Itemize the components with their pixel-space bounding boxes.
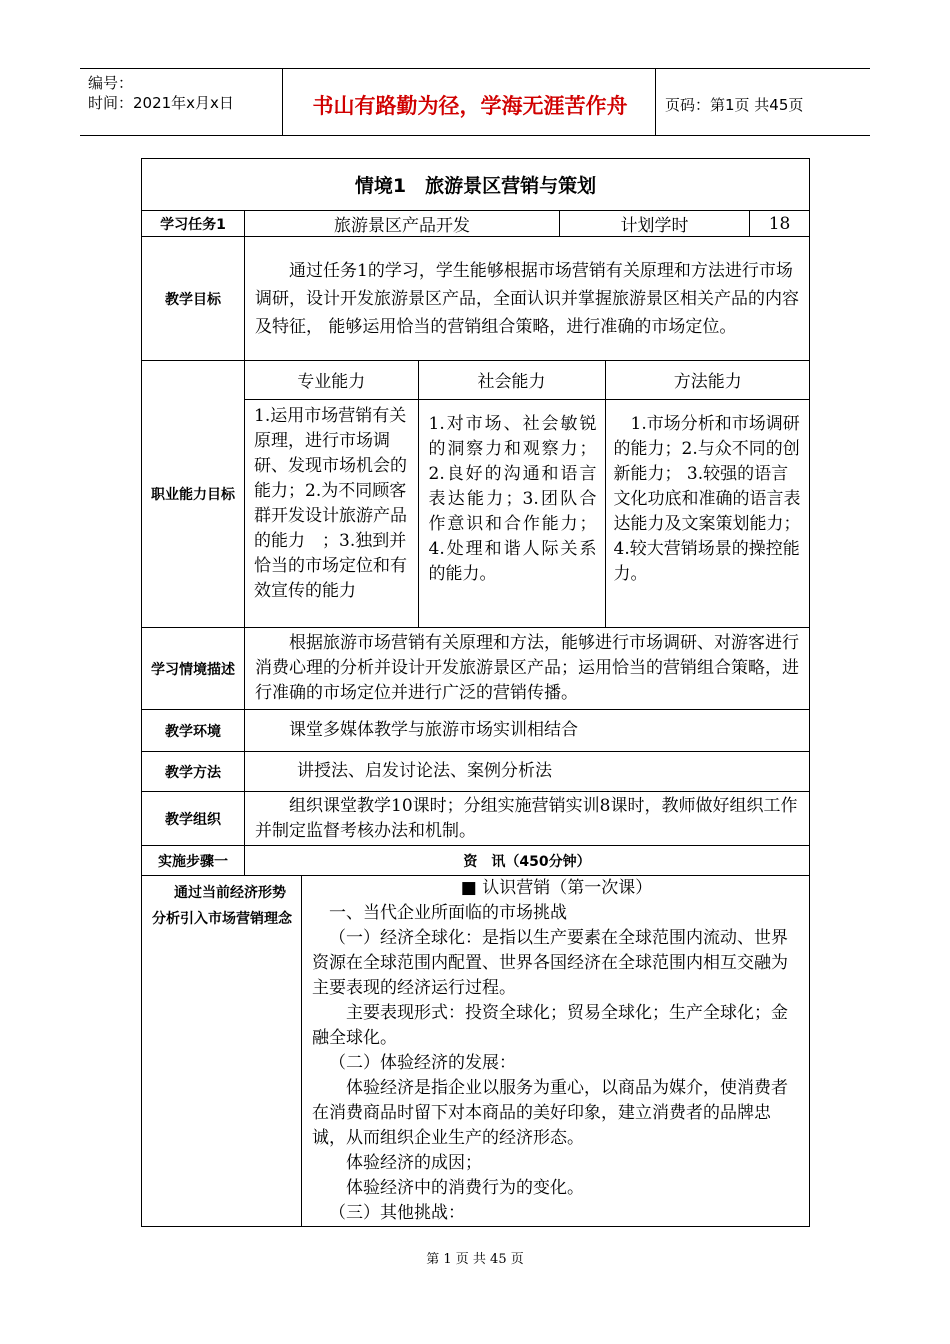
content-heading: ■ 认识营销（第一次课）: [460, 878, 653, 898]
intro-label: 通过当前经济形势分析引入市场营销理念: [152, 885, 292, 927]
method-row: [142, 752, 810, 792]
hours-value: 18: [750, 211, 810, 237]
org-cell: [245, 792, 810, 846]
scenario-row: [142, 628, 810, 710]
step-label: 实施步骤一: [142, 846, 245, 876]
task-row: [142, 211, 810, 237]
title-cell: [142, 159, 810, 211]
ability-table: [245, 361, 810, 627]
scenario-cell: [245, 628, 810, 710]
lesson-plan-table: [141, 158, 810, 1227]
ability-header-social: 社会能力: [418, 361, 605, 399]
goal-cell: [245, 237, 810, 361]
hours-label: 计划学时: [560, 211, 750, 237]
ability-row: [142, 361, 810, 628]
env-row: [142, 710, 810, 752]
content-line-6: 体验经济的成因；: [346, 1153, 482, 1173]
scenario-label: 学习情境描述: [142, 628, 245, 710]
header-divider-1: [282, 68, 283, 136]
header-divider-2: [655, 68, 656, 136]
task-label: 学习任务1: [142, 211, 245, 237]
ability-social: 1.对市场、社会敏锐的洞察力和观察力；2.良好的沟通和语言表达能力；3.团队合作意识和合作能力；4.处理和谐人际关系的能力。: [418, 399, 605, 627]
env-cell: [245, 710, 810, 752]
date-text: 时间：2021年x月x日: [88, 94, 234, 112]
method-text: 讲授法、启发讨论法、案例分析法: [297, 761, 552, 781]
goal-row: [142, 237, 810, 361]
content-line-4: （二）体验经济的发展：: [329, 1053, 516, 1073]
content-line-2: （一）经济全球化：是指以生产要素在全球范围内流动、世界资源在全球范围内配置、世界各国经济在全球范围内相互交融为主要表现的经济运行过程。: [312, 928, 788, 998]
ability-header-method: 方法能力: [605, 361, 810, 399]
document-title: 情境1 旅游景区营销与策划: [354, 175, 597, 197]
step-text: 资 讯（450分钟）: [245, 846, 810, 876]
content-line-1: 一、当代企业所面临的市场挑战: [329, 903, 567, 923]
task-name: 旅游景区产品开发: [245, 211, 560, 237]
ability-professional: 1.运用市场营销有关原理，进行市场调研、发现市场机会的能力；2.为不同顾客群开发设计旅游产品的能力 ；3.独到并恰当的市场定位和有效宣传的能力: [245, 399, 418, 627]
env-text: 课堂多媒体教学与旅游市场实训相结合: [289, 720, 578, 740]
org-text: 组织课堂教学10课时；分组实施营销实训8课时，教师做好组织工作并制定监督考核办法和机制。: [255, 795, 798, 841]
content-line-3: 主要表现形式：投资全球化；贸易全球化；生产全球化；金融全球化。: [312, 1003, 788, 1048]
serial-number-label: 编号：: [88, 74, 134, 92]
title-row: [142, 159, 810, 211]
method-cell: [245, 752, 810, 792]
header-top-rule: [80, 68, 870, 69]
ability-cell: [245, 361, 810, 628]
content-row: [142, 876, 810, 1227]
scenario-text: 根据旅游市场营销有关原理和方法，能够进行市场调研、对游客进行消费心理的分析并设计开发旅游景区产品；运用恰当的营销组合策略，进行准确的市场定位并进行广泛的营销传播。: [255, 633, 799, 703]
header-bottom-rule: [80, 135, 870, 136]
goal-label: 教学目标: [142, 237, 245, 361]
org-row: [142, 792, 810, 846]
page-footer: 第 1 页 共 45 页: [426, 1252, 524, 1267]
step-row: [142, 846, 810, 876]
goal-text: 通过任务1的学习，学生能够根据市场营销有关原理和方法进行市场调研，设计开发旅游景区产品，全面认识并掌握旅游景区相关产品的内容及特征， 能够运用恰当的营销组合策略，进行准确的市场定位。: [255, 260, 799, 337]
content-line-7: 体验经济中的消费行为的变化。: [346, 1178, 584, 1198]
org-label: 教学组织: [142, 792, 245, 846]
ability-method: 1.市场分析和市场调研的能力；2.与众不同的创新能力； 3.较强的语言文化功底和准确的语言表达能力及文案策划能力；4.较大营销场景的操控能力。: [605, 399, 810, 627]
ability-label: 职业能力目标: [142, 361, 245, 628]
intro-cell: [142, 876, 302, 1227]
content-line-5: 体验经济是指企业以服务为重心，以商品为媒介，使消费者在消费商品时留下对本商品的美好印象，建立消费者的品牌忠诚，从而组织企业生产的经济形态。: [312, 1078, 788, 1148]
method-label: 教学方法: [142, 752, 245, 792]
page-info: 页码：第1页 共45页: [665, 96, 804, 114]
env-label: 教学环境: [142, 710, 245, 752]
motto: 书山有路勤为径，学海无涯苦作舟: [312, 94, 628, 118]
content-cell: [302, 876, 810, 1227]
content-line-8: （三）其他挑战：: [329, 1203, 465, 1223]
ability-header-professional: 专业能力: [245, 361, 418, 399]
